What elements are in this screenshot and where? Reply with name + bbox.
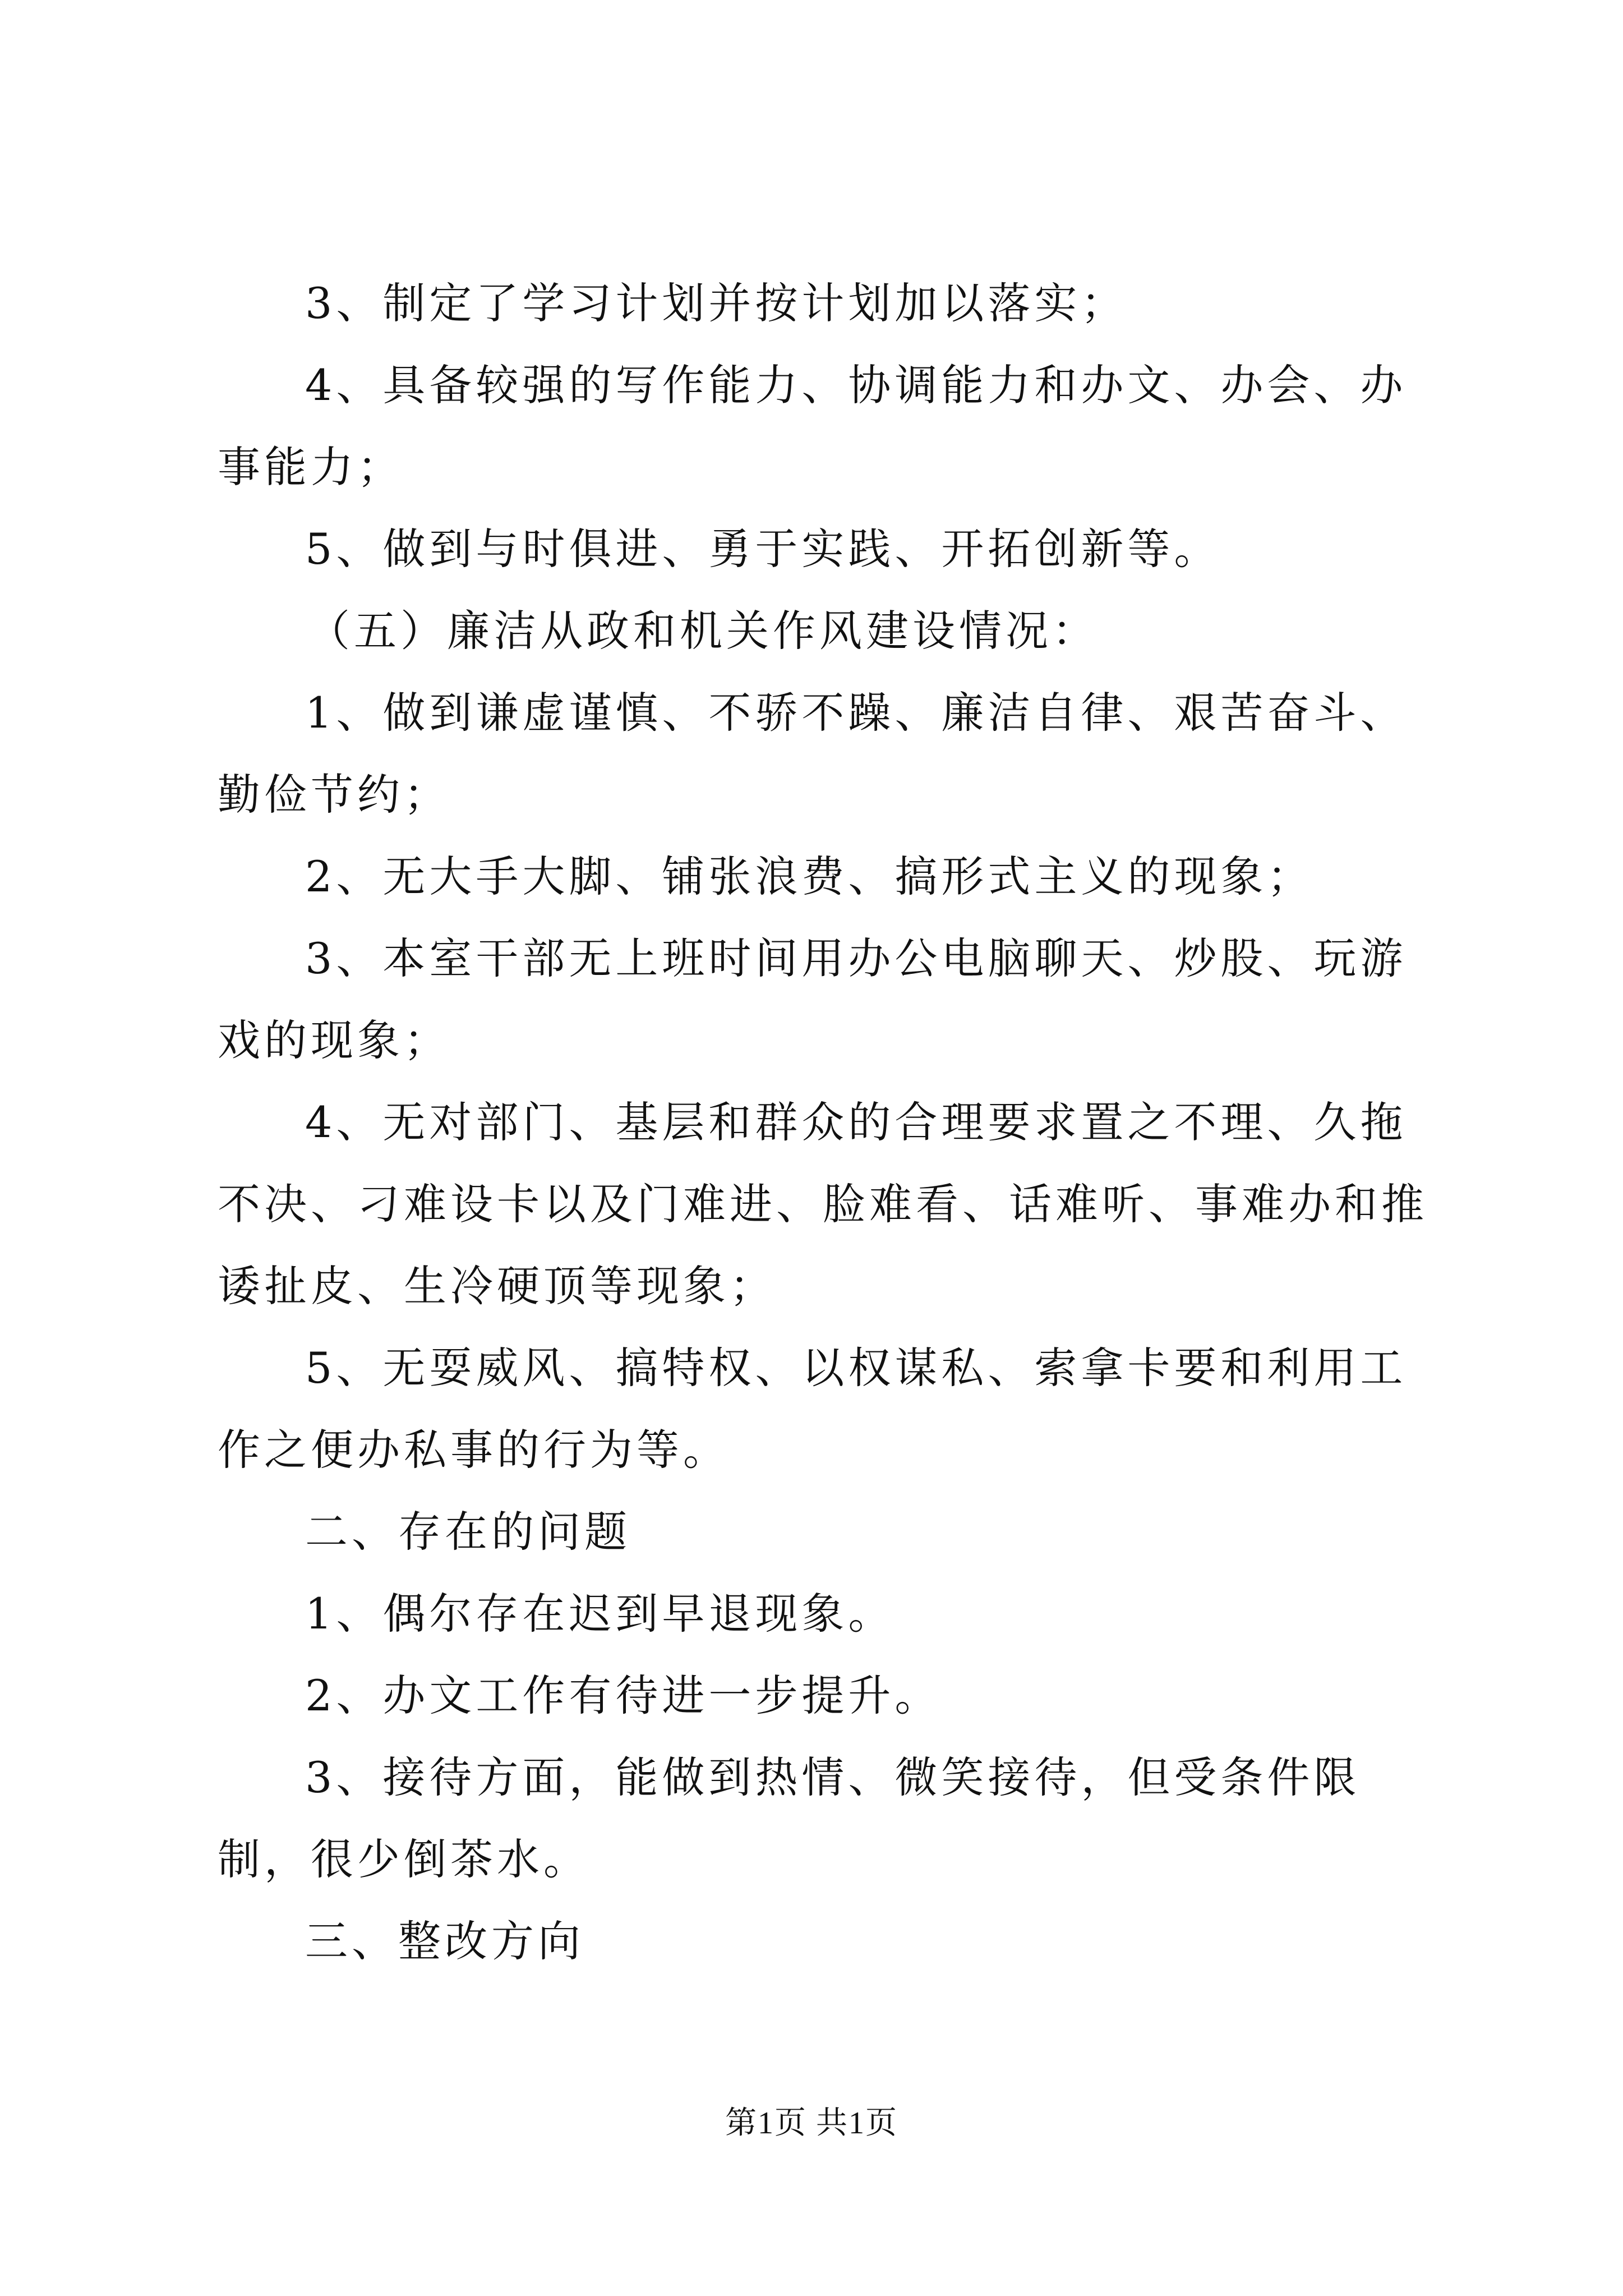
paragraph-study-plan: 3、制定了学习计划并按计划加以落实； xyxy=(305,278,1128,328)
paragraph-no-privilege: 5、无耍威风、搞特权、以权谋私、索拿卡要和利用工作之便办私事的行为等。 xyxy=(218,1343,1407,1475)
paragraph-document-work: 2、办文工作有待进一步提升。 xyxy=(305,1671,942,1720)
paragraph-writing-ability: 4、具备较强的写作能力、协调能力和办文、办会、办事能力； xyxy=(218,360,1407,492)
paragraph-lateness: 1、偶尔存在迟到早退现象。 xyxy=(305,1589,895,1639)
paragraph-no-obstruction: 4、无对部门、基层和群众的合理要求置之不理、久拖不决、刁难设卡以及门难进、脸难看、话难听、事难办和推诿扯皮、生冷硬顶等现象； xyxy=(218,1097,1428,1311)
paragraph-no-waste: 2、无大手大脚、铺张浪费、搞形式主义的现象； xyxy=(305,852,1314,901)
section-heading-rectification: 三、整改方向 xyxy=(305,1916,584,1966)
paragraph-modesty: 1、做到谦虚谨慎、不骄不躁、廉洁自律、艰苦奋斗、勤俭节约； xyxy=(218,688,1407,820)
paragraph-reception: 3、接待方面，能做到热情、微笑接待，但受条件限制，很少倒茶水。 xyxy=(218,1752,1361,1884)
paragraph-innovation: 5、做到与时俱进、勇于实践、开拓创新等。 xyxy=(305,524,1221,574)
section-heading-integrity: （五）廉洁从政和机关作风建设情况： xyxy=(307,606,1099,656)
section-heading-problems: 二、存在的问题 xyxy=(305,1507,631,1557)
paragraph-no-computer-misuse: 3、本室干部无上班时间用办公电脑聊天、炒股、玩游戏的现象； xyxy=(218,933,1407,1065)
page-footer: 第1页 共1页 xyxy=(725,2106,898,2141)
document-body xyxy=(218,263,1440,1982)
